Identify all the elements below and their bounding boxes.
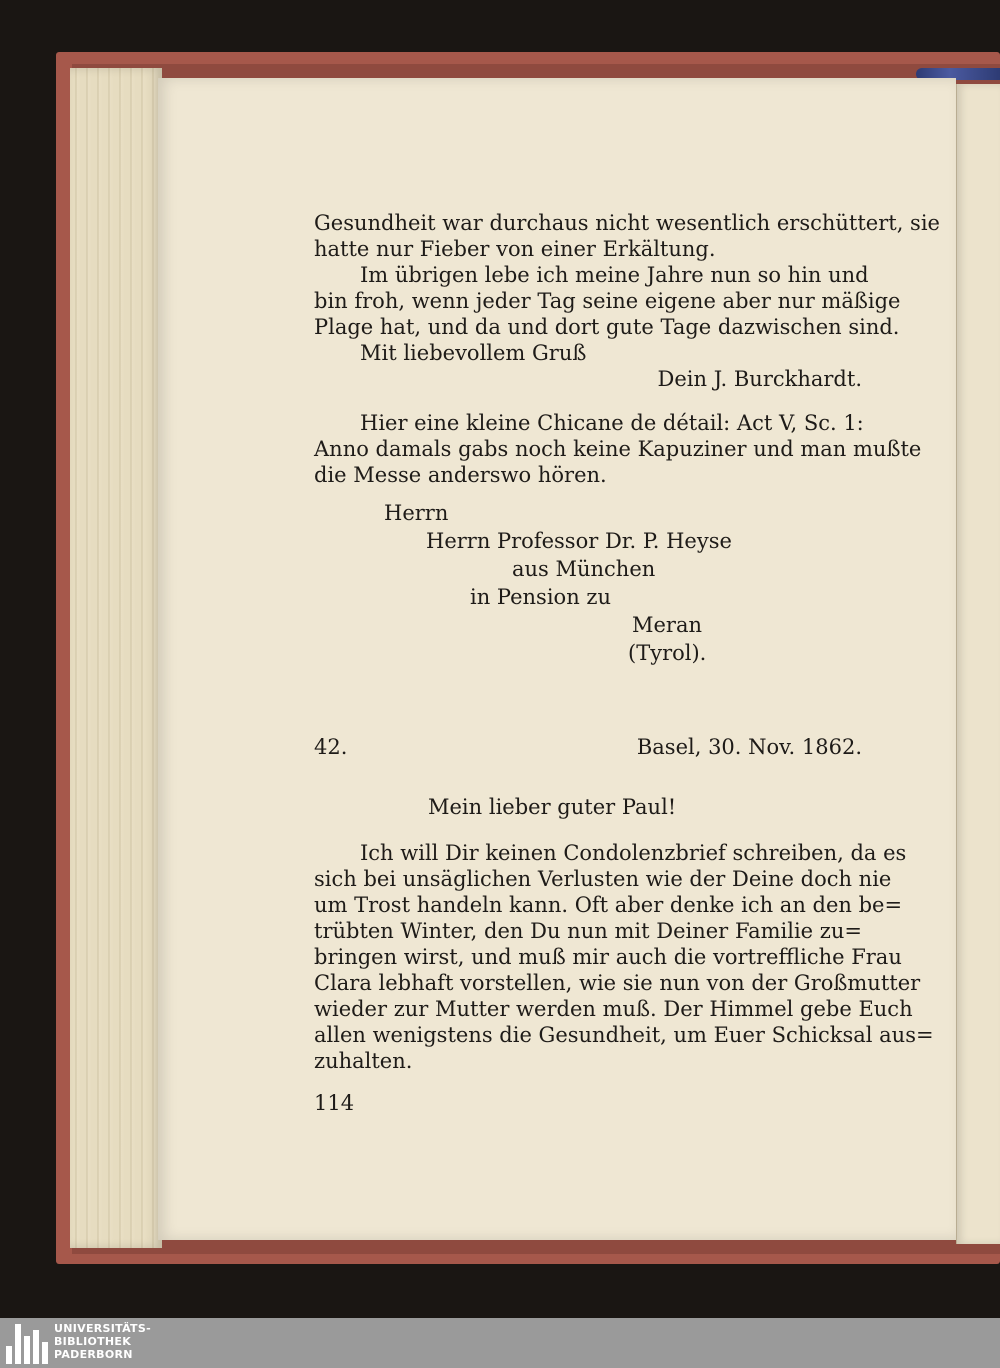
text-line: sich bei unsäglichen Verlusten wie der Deine doch nie [314,867,892,891]
postscript-line: Hier eine kleine Chicane de détail: Act V, Sc. 1: [360,411,864,435]
text-line: hatte nur Fieber von einer Erkältung. [314,237,716,261]
text-line: trübten Winter, den Du nun mit Deiner Familie zu= [314,919,862,943]
library-name [54,1322,151,1361]
text-line: Plage hat, und da und dort gute Tage dazwischen sind. [314,315,900,339]
dateline: Basel, 30. Nov. 1862. [636,735,862,759]
text-line: bringen wirst, und muß mir auch die vortreffliche Frau [314,945,902,969]
text-line: bin froh, wenn jeder Tag seine eigene aber nur mäßige [314,289,901,313]
text-line: um Trost handeln kann. Oft aber denke ich an den be= [314,893,903,917]
library-name-line: BIBLIOTHEK [54,1335,132,1348]
text-line: Ich will Dir keinen Condolenzbrief schreiben, da es [360,841,907,865]
text-line: Gesundheit war durchaus nicht wesentlich erschüttert, sie [314,211,940,235]
postscript-line: die Messe anderswo hören. [314,463,607,487]
salutation: Mein lieber guter Paul! [428,795,677,819]
library-name-line: UNIVERSITÄTS- [54,1322,151,1335]
letter-number: 42. [314,735,348,759]
signature: Dein J. Burckhardt. [657,367,862,391]
page-number: 114 [314,1091,355,1115]
address-line: aus München [512,557,656,581]
text-line: Clara lebhaft vorstellen, wie sie nun von der Großmutter [314,971,921,995]
address-line: in Pension zu [470,585,611,609]
library-name-line: PADERBORN [54,1348,133,1361]
library-logo-icon [6,1324,48,1364]
address-line: Herrn [384,501,449,525]
text-line: zuhalten. [314,1049,413,1073]
text-line: allen wenigstens die Gesundheit, um Euer Schicksal aus= [314,1023,934,1047]
address-line: Meran [632,613,703,637]
library-footer [0,1318,1000,1368]
address-line: Herrn Professor Dr. P. Heyse [426,529,732,553]
address-line: (Tyrol). [628,641,707,665]
postscript-line: Anno damals gabs noch keine Kapuziner und man mußte [314,437,922,461]
closing-greeting: Mit liebevollem Gruß [360,341,587,365]
text-line: Im übrigen lebe ich meine Jahre nun so hin und [360,263,869,287]
text-line: wieder zur Mutter werden muß. Der Himmel gebe Euch [314,997,913,1021]
